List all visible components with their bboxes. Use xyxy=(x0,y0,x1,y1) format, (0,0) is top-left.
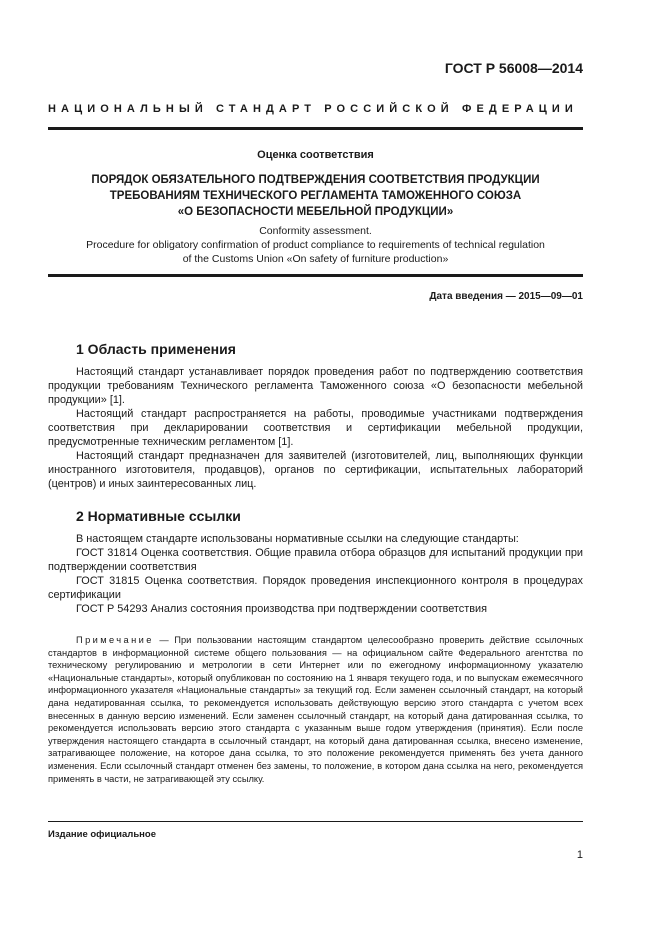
document-title xyxy=(48,172,583,220)
note-label: Примечание xyxy=(76,635,154,645)
title-divider xyxy=(48,274,583,277)
section-2-body xyxy=(48,532,583,616)
english-title-line: Conformity assessment. xyxy=(259,225,372,237)
paragraph: ГОСТ 31814 Оценка соответствия. Общие правила отбора образцов для испытаний продукции при подтверждении соответствия xyxy=(48,547,583,573)
document-code: ГОСТ Р 56008—2014 xyxy=(444,60,583,76)
footer-divider xyxy=(48,821,583,822)
paragraph: ГОСТ 31815 Оценка соответствия. Порядок проведения инспекционного контроля в процедурах сертификации xyxy=(48,575,583,601)
paragraph: Настоящий стандарт предназначен для заявителей (изготовителей, лиц, выполняющих функции иностранного изготовителя, продавцов), органов по сертификации, испытательных лабораторий (центров) и иных заинтересованных лиц. xyxy=(48,450,583,490)
national-standard-banner: НАЦИОНАЛЬНЫЙ СТАНДАРТ РОССИЙСКОЙ ФЕДЕРАЦИИ xyxy=(48,103,578,115)
note-text: — При пользовании настоящим стандартом целесообразно проверить действие ссылочных стандартов в информационной системе общего пользования — на официальном сайте Федерального агентства по техническому регулированию и метрологии в сети Интернет или по ежегодному информационному указателю «Национальные стандарты», который опубликован по состоянию на 1 января текущего года, и по выпускам ежемесячного информационного указателя «Национальные стандарты» за текущий год. Если заменен ссылочный стандарт, на который дана недатированная ссылка, то рекомендуется использовать действующую версию этого стандарта с учетом всех внесенных в данную версию изменений. Если заменен ссылочный стандарт, на который дана датированная ссылка, то рекомендуется использовать версию этого стандарта с указанным выше годом утверждения (принятия). Если после утверждения настоящего стандарта в ссылочный стандарт, на который дана датированная ссылка, внесено изменение, затрагивающее положение, на которое дана ссылка, то это положение рекомендуется применять без учета данного изменения. Если ссылочный стандарт отменен без замены, то положение, в котором дана ссылка на него, рекомендуется применять в части, не затрагивающей эту ссылку. xyxy=(48,635,583,784)
official-edition-label: Издание официальное xyxy=(48,829,156,840)
title-line: «О БЕЗОПАСНОСТИ МЕБЕЛЬНОЙ ПРОДУКЦИИ» xyxy=(177,206,454,218)
document-subtitle: Оценка соответствия xyxy=(257,149,374,161)
section-1-heading: 1 Область применения xyxy=(76,341,236,357)
introduction-date: Дата введения — 2015—09—01 xyxy=(429,291,583,302)
paragraph: Настоящий стандарт распространяется на работы, проводимые участниками подтверждения соответствия при декларировании соответствия и сертификации мебельной продукции, предусмотренные техническим регламентом [1]. xyxy=(48,408,583,448)
page-number: 1 xyxy=(576,849,583,861)
section-1-body xyxy=(48,365,583,491)
paragraph: ГОСТ Р 54293 Анализ состояния производства при подтверждении соответствия xyxy=(76,603,487,615)
english-title-line: of the Customs Union «On safety of furniture production» xyxy=(182,253,449,265)
reference-note xyxy=(48,634,583,785)
header-divider xyxy=(48,127,583,130)
title-line: ПОРЯДОК ОБЯЗАТЕЛЬНОГО ПОДТВЕРЖДЕНИЯ СООТВЕТСТВИЯ ПРОДУКЦИИ xyxy=(91,174,540,186)
english-title-line: Procedure for obligatory confirmation of product compliance to requirements of technical regulation xyxy=(86,239,545,251)
paragraph: В настоящем стандарте использованы нормативные ссылки на следующие стандарты: xyxy=(76,533,519,545)
title-line: ТРЕБОВАНИЯМ ТЕХНИЧЕСКОГО РЕГЛАМЕНТА ТАМОЖЕННОГО СОЮЗА xyxy=(109,190,522,202)
paragraph: Настоящий стандарт устанавливает порядок проведения работ по подтверждению соответствия продукции требованиям Технического регламента Таможенного союза «О безопасности мебельной продукции» [1]. xyxy=(48,366,583,406)
section-2-heading: 2 Нормативные ссылки xyxy=(76,508,241,524)
english-title xyxy=(48,224,583,266)
